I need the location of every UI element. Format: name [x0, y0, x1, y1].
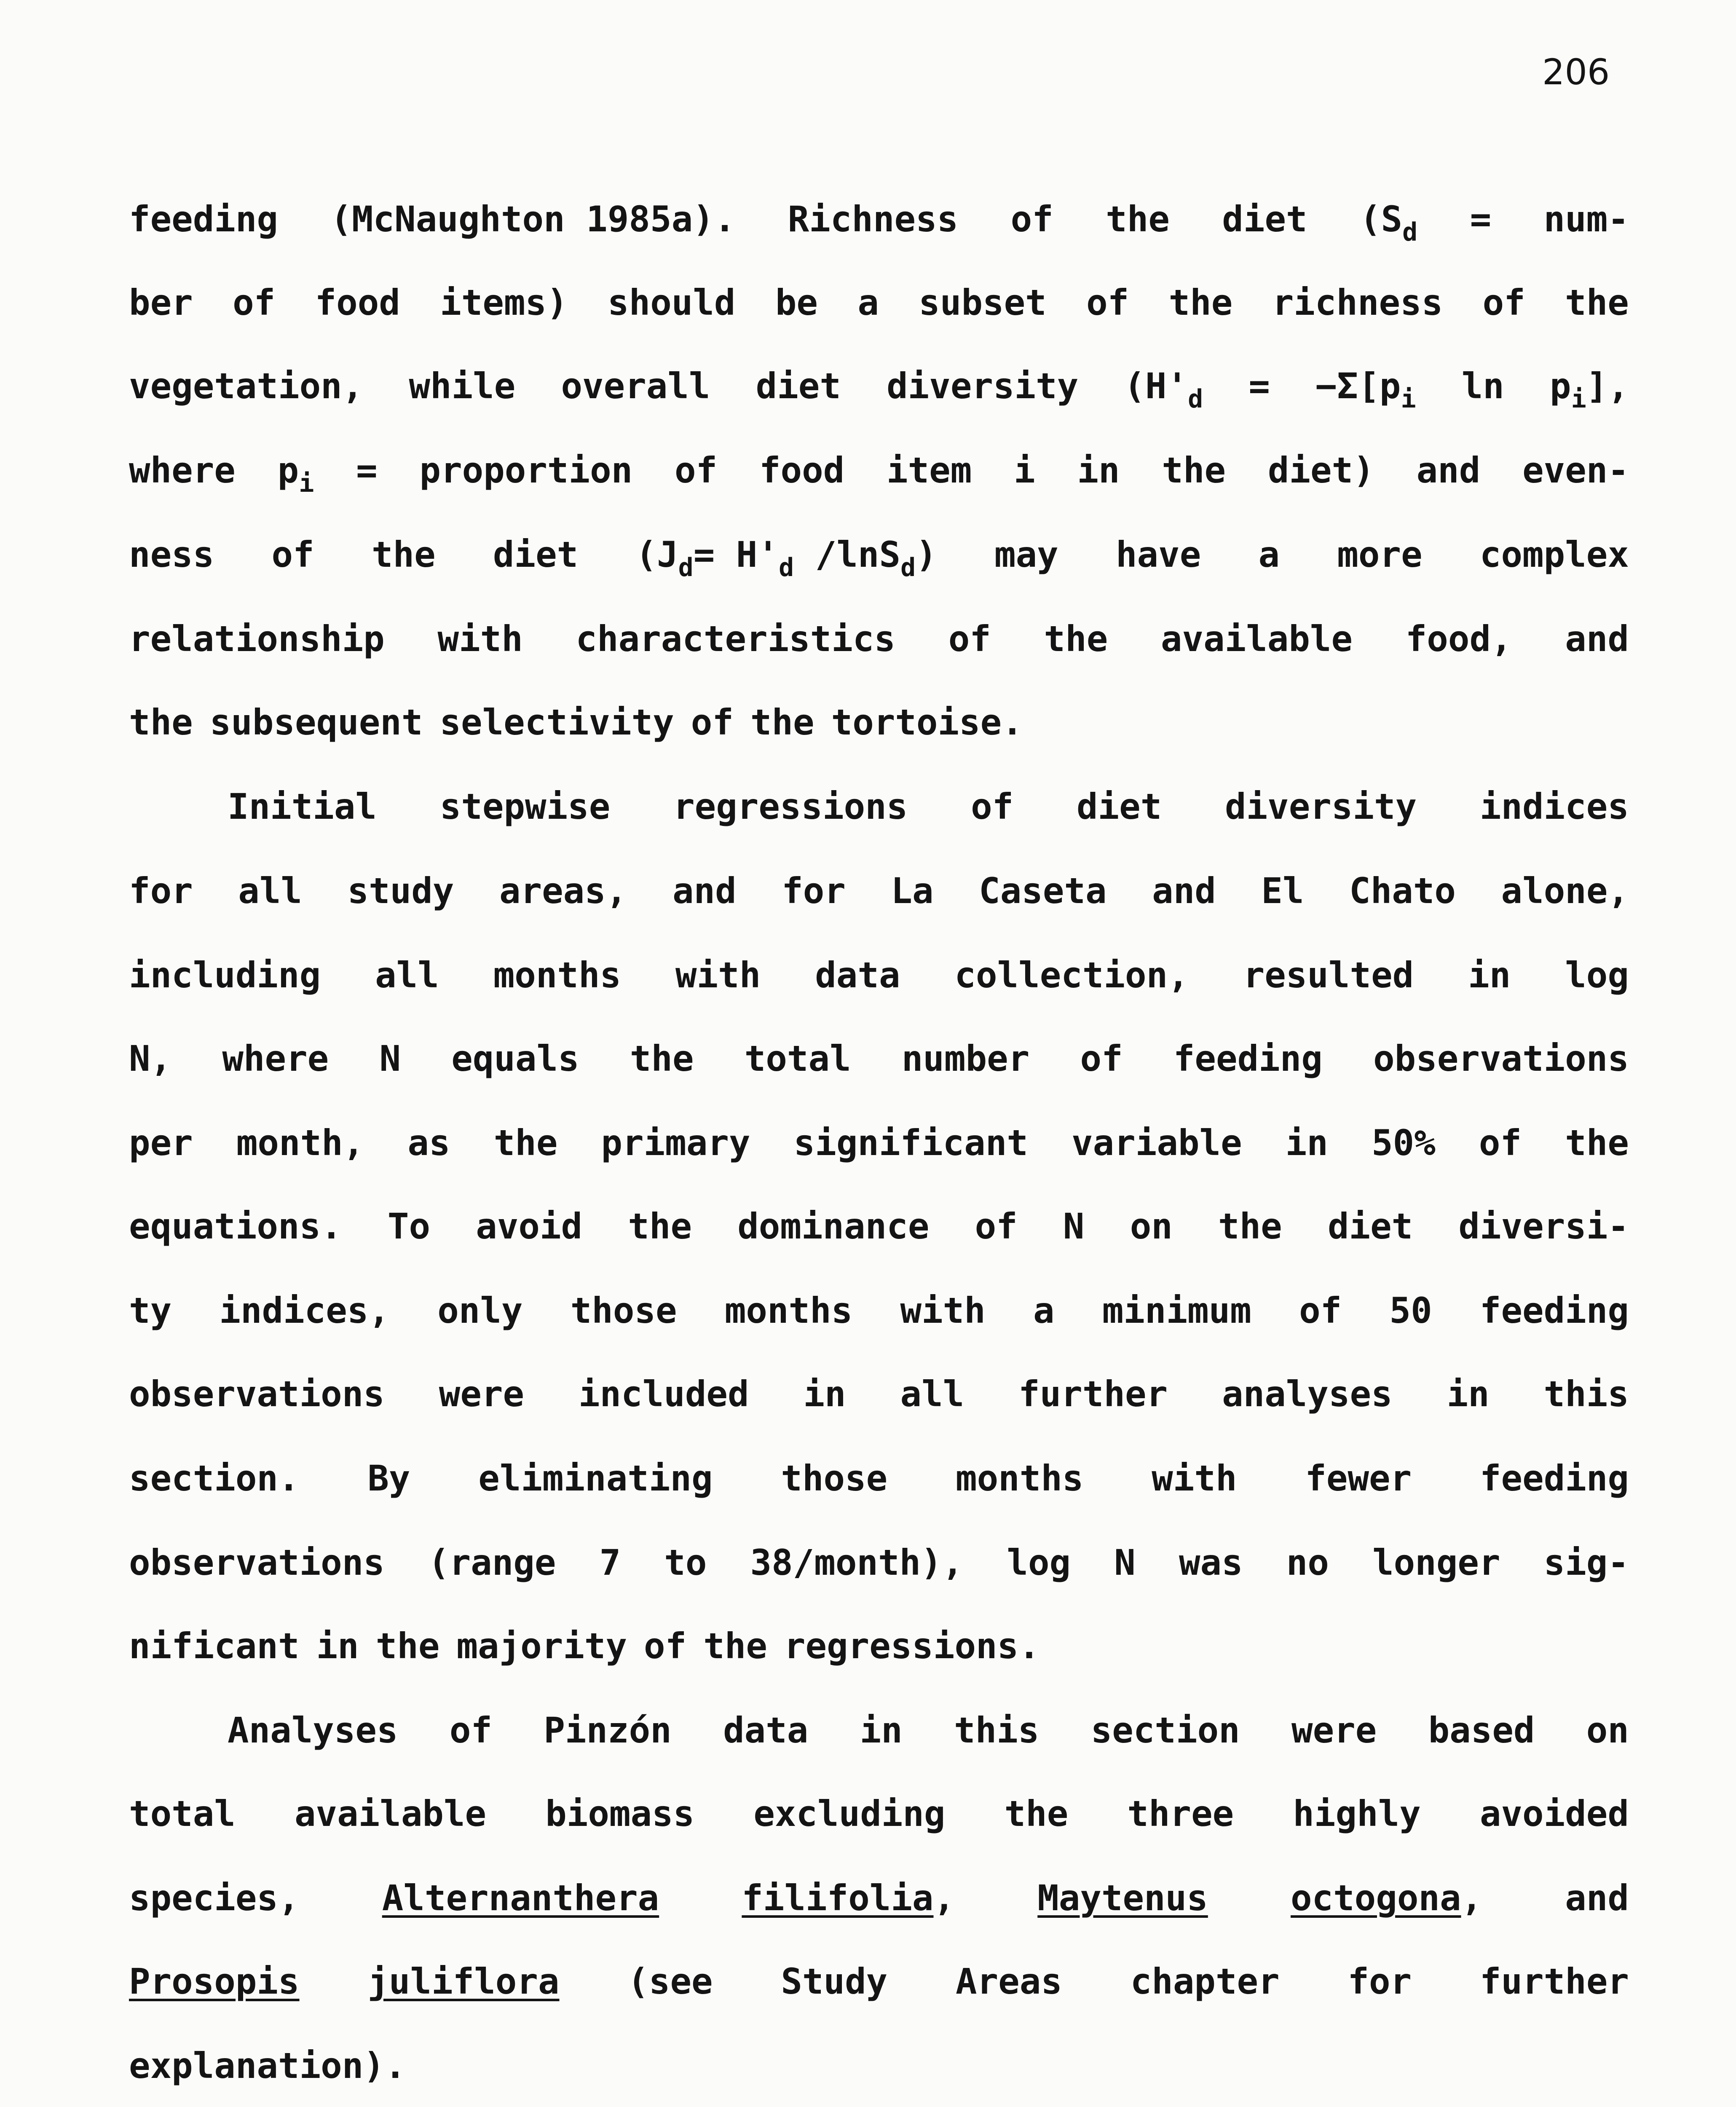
text-word: diversity [887, 365, 1079, 407]
text-word: diet [493, 534, 579, 575]
text-word: were [1291, 1710, 1377, 1751]
text-word: El [1261, 870, 1304, 911]
text-word: N [1114, 1542, 1136, 1583]
text-word: ln [1461, 365, 1504, 407]
text-word: of [675, 450, 718, 491]
text-word: a [1258, 534, 1280, 575]
text-word: equals [451, 1038, 579, 1079]
text-word: data [723, 1710, 809, 1751]
species-name: Prosopis [129, 1961, 300, 2002]
text-word: all [375, 954, 439, 996]
text-word: relationship [129, 618, 385, 659]
text-word: Caseta [979, 870, 1107, 911]
p2-line-8 [129, 1373, 1629, 1415]
text-word: tortoise. [831, 702, 1023, 743]
text-word: (see [627, 1961, 713, 2002]
text-word: were [439, 1373, 525, 1415]
text-word: avoid [476, 1206, 583, 1247]
text-word: all [900, 1373, 964, 1415]
text-word: months [493, 954, 622, 996]
text-word: significant [793, 1122, 1028, 1163]
text-word: of [644, 1625, 687, 1667]
text-word: the [1565, 1122, 1629, 1163]
text-word: stepwise [439, 786, 611, 827]
text-word: proportion [419, 450, 633, 491]
text-word: i [1014, 450, 1035, 491]
text-word: chapter [1130, 1961, 1280, 2002]
text-word: with [675, 954, 761, 996]
p2-line-2 [129, 870, 1629, 912]
text-word: indices [1479, 786, 1629, 827]
text-word: /lnS [815, 534, 901, 575]
text-word: in [1468, 954, 1511, 996]
text-word: of [1482, 282, 1525, 323]
page-number: 206 [1542, 51, 1610, 93]
text-word: overall [561, 365, 710, 407]
text-word: items) [440, 282, 568, 323]
text-word: be [775, 282, 818, 323]
text-word: 7 [599, 1542, 621, 1583]
p2-line-7 [129, 1289, 1629, 1332]
text-word: and [672, 870, 737, 911]
text-word: while [409, 365, 516, 407]
text-word: richness [1272, 282, 1443, 323]
p3-line-5 [129, 2045, 1629, 2087]
text-word: feeding [1479, 1290, 1629, 1331]
text-word: selectivity [439, 702, 674, 743]
text-word: was [1179, 1542, 1243, 1583]
text-word: number [901, 1038, 1030, 1079]
text-word: the [750, 702, 814, 743]
text-word: feeding [1173, 1038, 1323, 1079]
text-word: highly [1293, 1793, 1421, 1834]
text-word: those [570, 1290, 677, 1331]
text-word: the [1218, 1206, 1282, 1247]
text-word: included [578, 1373, 749, 1415]
text-word: the [703, 1625, 767, 1667]
p3-line-4 [129, 1960, 1629, 2002]
text-word: nificant [129, 1625, 300, 1667]
text-word: 50 [1389, 1290, 1432, 1331]
text-word: of [1086, 282, 1129, 323]
text-word: of [971, 786, 1014, 827]
text-word: (J [635, 534, 678, 575]
text-word: based [1428, 1710, 1535, 1751]
text-word: diet [1076, 786, 1162, 827]
text-word: = [356, 450, 378, 491]
text-word: month, [236, 1122, 364, 1163]
text-word: vegetation, [129, 365, 364, 407]
text-word: Pinzón [544, 1710, 672, 1751]
text-word: 50% [1372, 1122, 1436, 1163]
text-word: dominance [737, 1206, 930, 1247]
text-word: diversity [1225, 786, 1417, 827]
text-word: majority [456, 1625, 627, 1667]
text-word: for [129, 870, 193, 911]
text-word: months [724, 1290, 853, 1331]
text-word: species, [129, 1877, 300, 1919]
text-word: this [954, 1710, 1039, 1751]
text-word: diet) [1267, 450, 1374, 491]
text-word: collection, [954, 954, 1189, 996]
text-word: ber [129, 282, 193, 323]
text-word: with [900, 1290, 986, 1331]
text-word: minimum [1102, 1290, 1251, 1331]
text-word: complex [1479, 534, 1629, 575]
text-word: months [956, 1458, 1084, 1499]
text-word: num- [1543, 198, 1629, 240]
text-word: a [1033, 1290, 1055, 1331]
text-word: of [449, 1710, 493, 1751]
text-word: eliminating [478, 1458, 713, 1499]
text-word: Study [781, 1961, 888, 2002]
text-word: the [628, 1206, 692, 1247]
text-word: N [1063, 1206, 1085, 1247]
text-word: By [367, 1458, 410, 1499]
text-word: in [1077, 450, 1120, 491]
text-word: and [1565, 618, 1629, 659]
text-word: the [1004, 1793, 1069, 1834]
text-word: three [1127, 1793, 1234, 1834]
text-word: the [375, 1625, 440, 1667]
text-word: equations. [129, 1206, 342, 1247]
text-word: regressions. [784, 1625, 1040, 1667]
text-word: of [1080, 1038, 1123, 1079]
text-word: of [1010, 198, 1053, 240]
text-word: p [277, 450, 299, 491]
text-word: further [1479, 1961, 1629, 2002]
text-word: areas, [499, 870, 627, 911]
text-word: explanation). [129, 2045, 406, 2086]
text-word: as [407, 1122, 450, 1163]
text-word: = [1248, 365, 1270, 407]
text-word: on [1130, 1206, 1173, 1247]
text-word: for [782, 870, 846, 911]
text-word: more [1337, 534, 1423, 575]
text-word: variable [1072, 1122, 1242, 1163]
species-name: octogona [1290, 1877, 1461, 1919]
p2-line-4 [129, 1037, 1629, 1080]
text-word: the [1106, 198, 1170, 240]
text-word: excluding [753, 1793, 946, 1834]
text-word: d [1402, 217, 1418, 247]
text-word: and [1565, 1877, 1629, 1919]
text-word: those [781, 1458, 888, 1499]
text-word: in [1285, 1122, 1328, 1163]
p1-line-3 [129, 365, 1629, 420]
text-word: subsequent [209, 702, 423, 743]
text-word: per [129, 1122, 193, 1163]
text-word: = [1470, 198, 1492, 240]
p1-line-5 [129, 533, 1629, 589]
text-word: fewer [1305, 1458, 1412, 1499]
text-word: of [233, 282, 276, 323]
text-word: p [1550, 365, 1571, 407]
text-word: total [129, 1793, 236, 1834]
p2-line-1 [228, 785, 1629, 828]
text-word: feeding [1479, 1458, 1629, 1499]
p3-line-1 [228, 1709, 1629, 1751]
text-word: feeding [129, 198, 279, 240]
text-word: have [1115, 534, 1201, 575]
text-word: diversi- [1458, 1206, 1629, 1247]
p1-line-2 [129, 281, 1629, 324]
text-word: diet [1222, 198, 1307, 240]
text-word: and [1152, 870, 1216, 911]
text-word: available [1160, 618, 1353, 659]
p3-line-2 [129, 1793, 1629, 1835]
text-word: (McNaughton 1985a). [330, 198, 736, 240]
text-word: section. [129, 1458, 300, 1499]
text-word: resulted [1243, 954, 1414, 996]
text-word: food [759, 450, 845, 491]
text-word: observations [1373, 1038, 1629, 1079]
text-word: , [1461, 1877, 1483, 1919]
text-word: on [1586, 1710, 1629, 1751]
text-word: further [1018, 1373, 1168, 1415]
text-word: = [693, 534, 715, 575]
text-word: of [975, 1206, 1018, 1247]
text-word: no [1286, 1542, 1329, 1583]
text-word: ) [916, 534, 937, 575]
text-word: N [379, 1038, 401, 1079]
p3-line-3 [129, 1877, 1629, 1919]
text-word: i [299, 469, 314, 498]
text-word: for [1348, 1961, 1412, 2002]
text-word: where [129, 450, 236, 491]
text-word: food [315, 282, 400, 323]
text-word: (S [1359, 198, 1403, 240]
text-word: food, [1405, 618, 1512, 659]
text-word: ness [129, 534, 214, 575]
species-name: filifolia [742, 1877, 934, 1919]
text-word: N, [129, 1038, 172, 1079]
text-word: Initial [228, 786, 377, 827]
text-word: with [1152, 1458, 1237, 1499]
text-word: section [1090, 1710, 1240, 1751]
text-word: La [891, 870, 934, 911]
text-word: Richness [788, 198, 959, 240]
text-word: of [1479, 1122, 1522, 1163]
p1-line-4 [129, 449, 1629, 504]
text-word: to [664, 1542, 707, 1583]
text-word: even- [1522, 450, 1629, 491]
text-word: available [294, 1793, 487, 1834]
text-word: may [994, 534, 1058, 575]
text-word: the [1044, 618, 1108, 659]
text-word: in [1447, 1373, 1490, 1415]
text-word: d [678, 553, 694, 582]
species-name: juliflora [367, 1961, 560, 2002]
text-word: diet [1327, 1206, 1413, 1247]
text-word: log [1565, 954, 1629, 996]
text-word: Analyses [228, 1710, 398, 1751]
text-word: biomass [545, 1793, 695, 1834]
p2-line-6 [129, 1205, 1629, 1247]
text-word: i [1401, 384, 1416, 414]
text-word: of [948, 618, 991, 659]
text-word: the [1168, 282, 1233, 323]
text-word: d [779, 553, 794, 582]
text-word: with [437, 618, 523, 659]
text-word: ty [129, 1290, 172, 1331]
text-word: Chato [1349, 870, 1456, 911]
text-word: indices, [219, 1290, 390, 1331]
p1-line-7 [129, 701, 1629, 743]
text-word: in [860, 1710, 903, 1751]
text-word: , [933, 1877, 955, 1919]
p2-line-3 [129, 954, 1629, 996]
text-word: regressions [673, 786, 908, 827]
text-word: a [857, 282, 879, 323]
text-word: and [1416, 450, 1481, 491]
text-word: H' [736, 534, 779, 575]
text-word: diet [755, 365, 841, 407]
text-word: primary [601, 1122, 750, 1163]
text-word: alone, [1501, 870, 1629, 911]
p1-line-1 [129, 198, 1629, 253]
text-word: the [493, 1122, 558, 1163]
text-word: the [630, 1038, 694, 1079]
text-word: log [1007, 1542, 1071, 1583]
text-word: the [1162, 450, 1226, 491]
text-word: data [815, 954, 900, 996]
text-word: observations [129, 1542, 385, 1583]
p2-line-9 [129, 1457, 1629, 1499]
text-word: total [744, 1038, 851, 1079]
species-name: Maytenus [1037, 1877, 1208, 1919]
text-word: d [900, 553, 916, 582]
text-word: in [803, 1373, 846, 1415]
text-word: observations [129, 1373, 385, 1415]
text-word: only [437, 1290, 523, 1331]
p1-line-6 [129, 618, 1629, 660]
text-word: longer [1372, 1542, 1500, 1583]
p2-line-10 [129, 1541, 1629, 1584]
text-word: where [222, 1038, 329, 1079]
text-word: should [608, 282, 736, 323]
text-word: of [1299, 1290, 1342, 1331]
text-word: item [887, 450, 972, 491]
text-word: sig- [1543, 1542, 1629, 1583]
text-word: in [316, 1625, 359, 1667]
text-word: of [271, 534, 314, 575]
text-word: d [1188, 384, 1203, 414]
text-word: all [238, 870, 302, 911]
text-word: (range [428, 1542, 556, 1583]
text-word: characteristics [576, 618, 896, 659]
text-word: subset [919, 282, 1047, 323]
species-name: Alternanthera [382, 1877, 659, 1919]
text-word: study [347, 870, 454, 911]
text-word: the [371, 534, 436, 575]
text-word: the [1565, 282, 1629, 323]
text-word: the [129, 702, 193, 743]
text-word: including [129, 954, 321, 996]
p2-line-11 [129, 1625, 1629, 1667]
text-word: To [387, 1206, 431, 1247]
text-word: ], [1586, 365, 1629, 407]
text-word: −Σ[p [1315, 365, 1401, 407]
text-word: (H' [1124, 365, 1188, 407]
text-word: i [1571, 384, 1586, 414]
p2-line-5 [129, 1122, 1629, 1164]
text-word: analyses [1222, 1373, 1393, 1415]
text-word: avoided [1479, 1793, 1629, 1834]
text-word: 38/month), [750, 1542, 964, 1583]
text-word: Areas [956, 1961, 1062, 2002]
text-word: of [691, 702, 734, 743]
text-word: this [1543, 1373, 1629, 1415]
